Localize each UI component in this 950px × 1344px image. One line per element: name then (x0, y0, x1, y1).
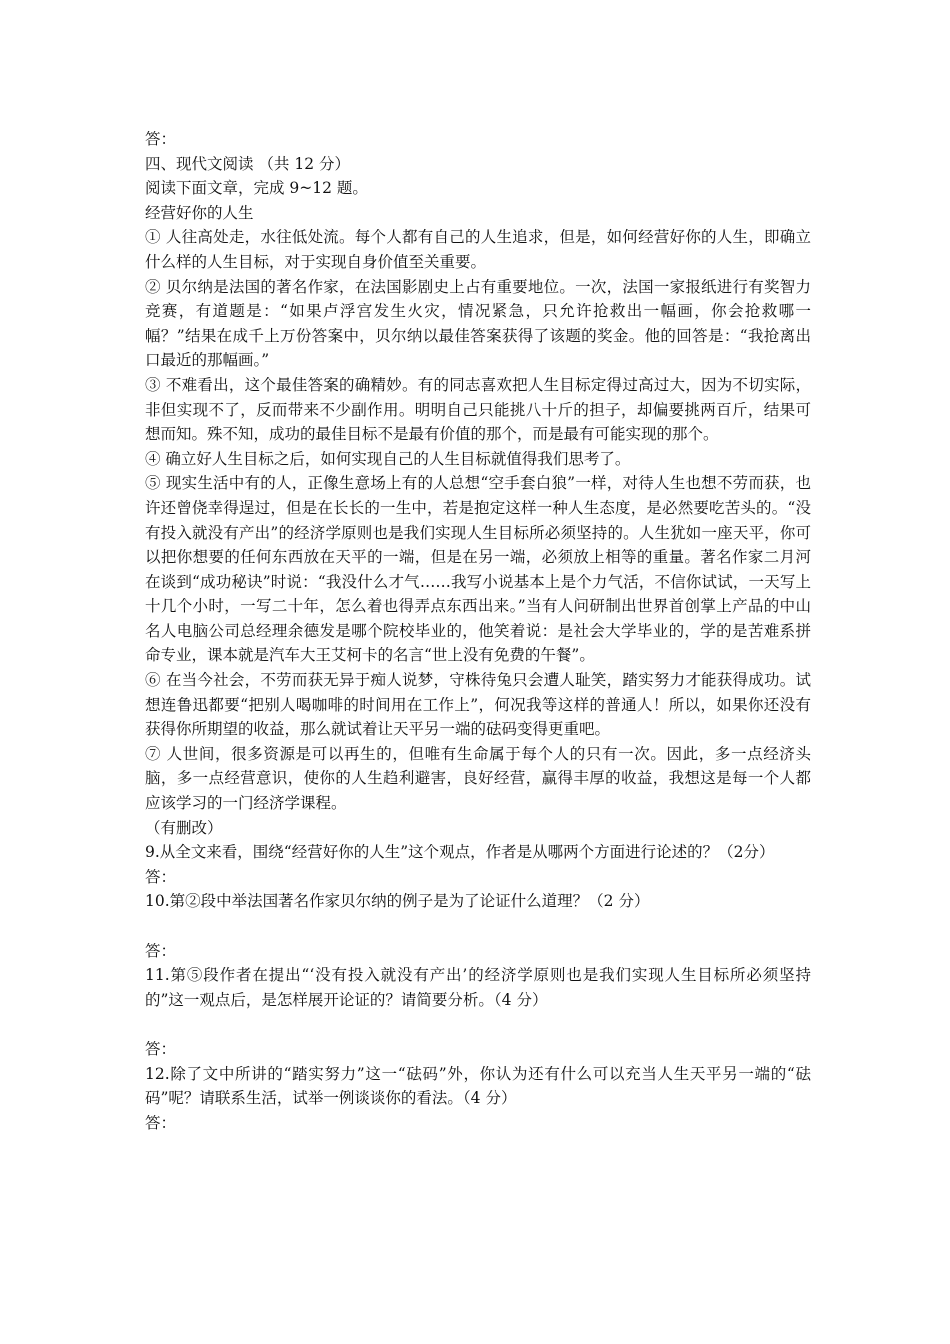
answer-label-9: 答： (145, 867, 177, 886)
article-paragraph-4: ④ 确立好人生目标之后，如何实现自己的人生目标就值得我们思考了。 (145, 449, 631, 468)
reading-instruction: 阅读下面文章，完成 9~12 题。 (145, 179, 368, 198)
question-12: 12.除了文中所讲的“踏实努力”这一“砝码”外，你认为还有什么可以充当人生天平另一端的“砝码”呢？请联系生活，试举一例谈谈你的看法。（4 分） (145, 1064, 811, 1108)
question-10: 10.第②段中举法国著名作家贝尔纳的例子是为了论证什么道理？（2 分） (145, 892, 650, 911)
answer-space-10 (145, 914, 811, 939)
section-heading: 四、现代文阅读 （共 12 分） (145, 154, 351, 173)
answer-space-11 (145, 1012, 811, 1037)
document-page (145, 127, 811, 1135)
answer-label-top: 答： (145, 130, 177, 148)
article-paragraph-2: ② 贝尔纳是法国的著名作家，在法国影剧史上占有重要地位。一次，法国一家报纸进行有奖智力竞赛，有道题是：“如果卢浮宫发生火灾，情况紧急，只允许抢救出一幅画，你会抢救哪一幅？”结果在成千上万份答案中，贝尔纳以最佳答案获得了该题的奖金。他的回答是：“我抢离出口最近的那幅画。” (145, 277, 811, 370)
source-note: （有删改） (145, 818, 223, 837)
article-title: 经营好你的人生 (145, 203, 254, 222)
answer-label-10: 答： (145, 941, 177, 960)
article-paragraph-5: ⑤ 现实生活中有的人，正像生意场上有的人总想“空手套白狼”一样，对待人生也想不劳而获，也许还曾侥幸得逞过，但是在长长的一生中，若是抱定这样一种人生态度，是必然要吃苦头的。“没有投入就没有产出”的经济学原则也是我们实现人生目标所必须坚持的。人生犹如一座天平，你可以把你想要的任何东西放在天平的一端，但是在另一端，必须放上相等的重量。著名作家二月河在谈到“成功秘诀”时说：“我没什么才气……我写小说基本上是个力气活，不信你试试，一天写上十几个小时，一写二十年，怎么着也得弄点东西出来。”当有人问研制出世界首创掌上产品的中山名人电脑公司总经理余德发是哪个院校毕业的，他笑着说：是社会大学毕业的，学的是苦难系拼命专业，课本就是汽车大王艾柯卡的名言“世上没有免费的午餐”。 (145, 474, 811, 665)
article-paragraph-6: ⑥ 在当今社会，不劳而获无异于痴人说梦，守株待兔只会遭人耻笑，踏实努力才能获得成功。试想连鲁迅都要“把别人喝咖啡的时间用在工作上”，何况我等这样的普通人！所以，如果你还没有获得你所期望的收益，那么就试着让天平另一端的砝码变得更重吧。 (145, 671, 811, 739)
answer-label-12: 答： (145, 1113, 177, 1132)
question-11: 11.第⑤段作者在提出“‘没有投入就没有产出’的经济学原则也是我们实现人生目标所必须坚持的”这一观点后，是怎样展开论证的？请简要分析。（4 分） (145, 966, 811, 1009)
article-paragraph-7: ⑦ 人世间，很多资源是可以再生的，但唯有生命属于每个人的只有一次。因此，多一点经济头脑，多一点经营意识，使你的人生趋利避害，良好经营，赢得丰厚的收益，我想这是每一个人都应该学习的一门经济学课程。 (145, 744, 811, 813)
question-9: 9.从全文来看，围绕“经营好你的人生”这个观点，作者是从哪两个方面进行论述的？（2分） (145, 843, 775, 862)
article-paragraph-3: ③ 不难看出，这个最佳答案的确精妙。有的同志喜欢把人生目标定得过高过大，因为不切实际，非但实现不了，反而带来不少副作用。明明自己只能挑八十斤的担子，却偏要挑两百斤，结果可想而知。殊不知，成功的最佳目标不是最有价值的那个，而是最有可能实现的那个。 (145, 375, 811, 444)
answer-label-11: 答： (145, 1039, 177, 1058)
article-paragraph-1: ① 人往高处走，水往低处流。每个人都有自己的人生追求，但是，如何经营好你的人生，即确立什么样的人生目标，对于实现自身价值至关重要。 (145, 228, 811, 271)
